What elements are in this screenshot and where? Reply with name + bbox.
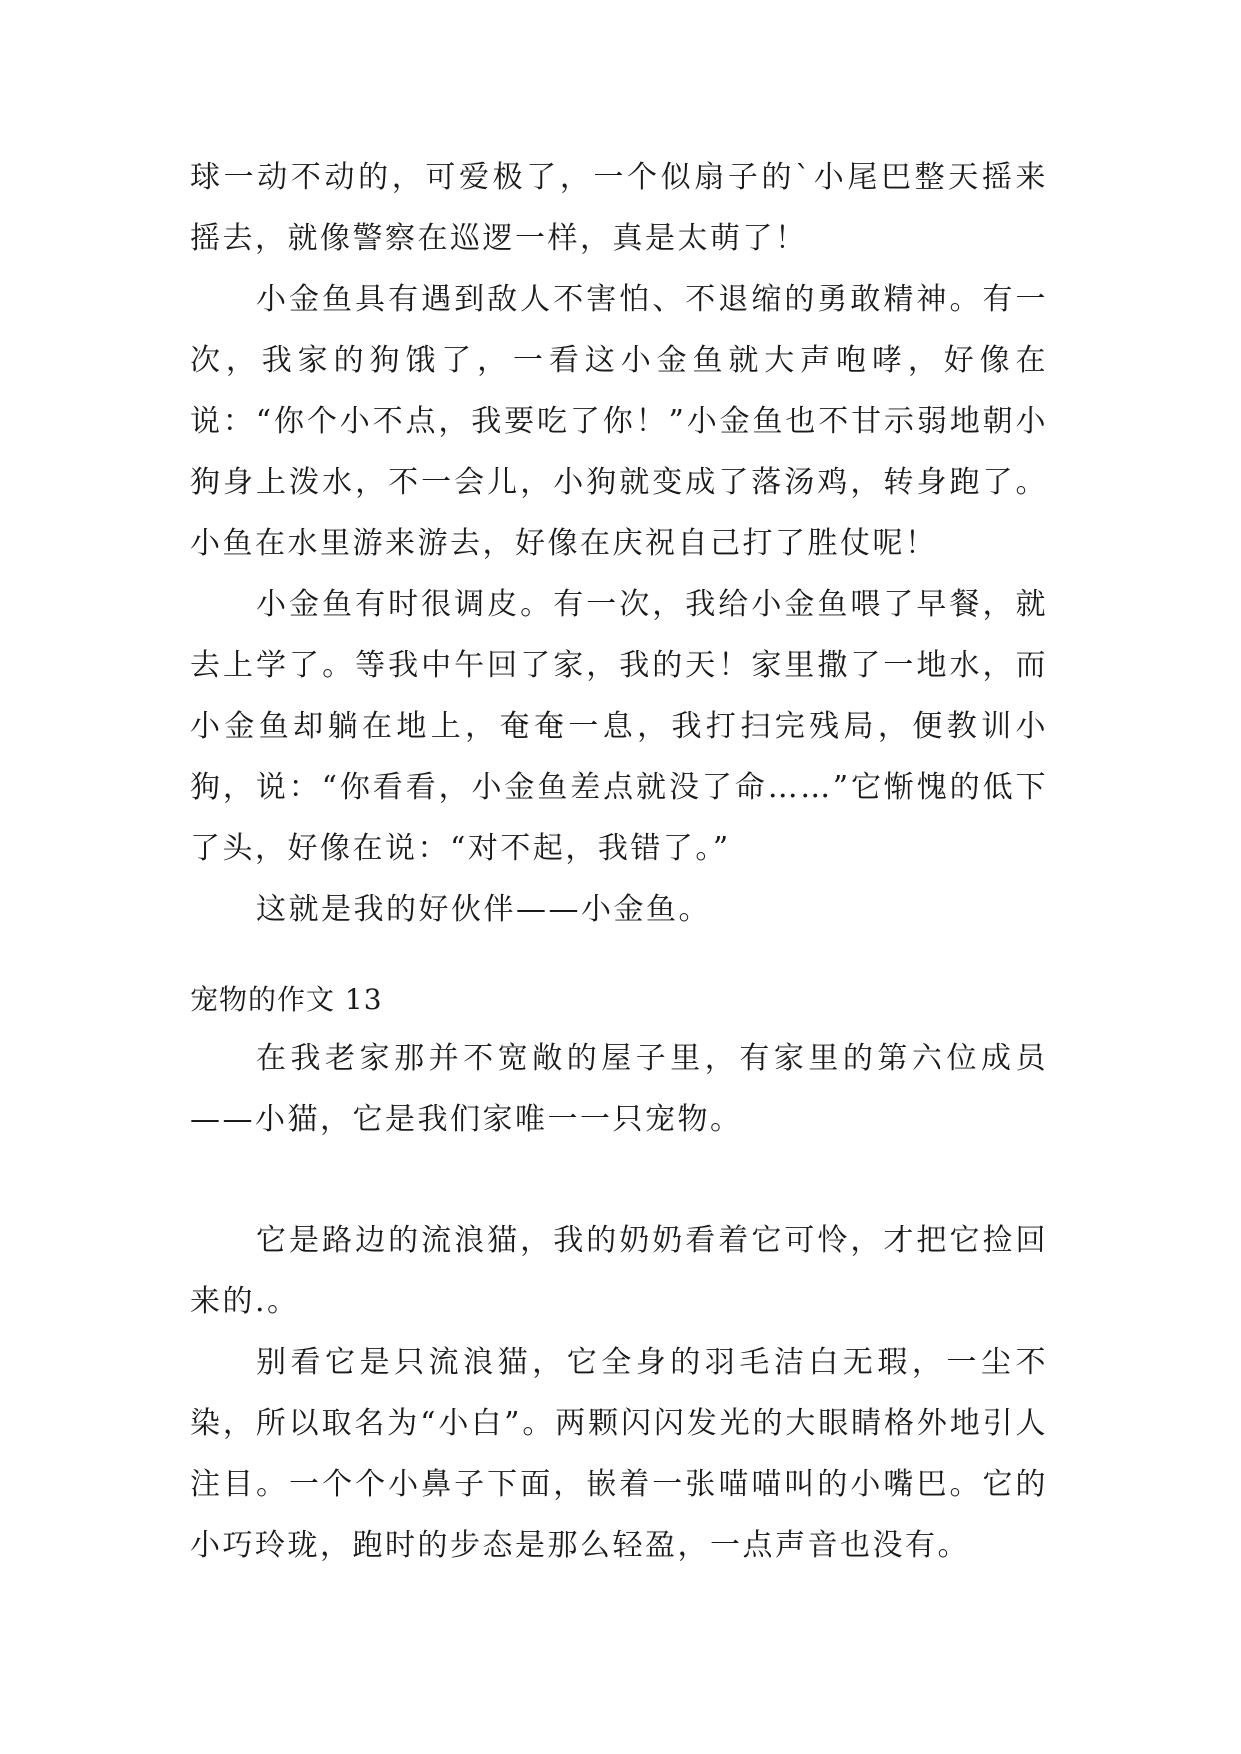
paragraph: 别看它是只流浪猫，它全身的羽毛洁白无瑕，一尘不染，所以取名为“小白”。两颗闪闪发光的大眼睛格外地引人注目。一个个小鼻子下面，嵌着一张喵喵叫的小嘴巴。它的小巧玲珑，跑时的步态是那么轻盈，一点声音也没有。 (190, 1345, 1048, 1563)
paragraph: 这就是我的好伙伴——小金鱼。 (256, 892, 711, 927)
section-cat-intro (190, 1028, 1048, 1150)
paragraph: 小金鱼有时很调皮。有一次，我给小金鱼喂了早餐，就去上学了。等我中午回了家，我的天！家里撒了一地水，而小金鱼却躺在地上，奄奄一息，我打扫完残局，便教训小狗，说：“你看看，小金鱼差点就没了命……”它惭愧的低下了头，好像在说：“对不起，我错了。” (190, 587, 1048, 866)
paragraph: 小金鱼具有遇到敌人不害怕、不退缩的勇敢精神。有一次，我家的狗饿了，一看这小金鱼就大声咆哮，好像在说：“你个小不点，我要吃了你！”小金鱼也不甘示弱地朝小狗身上泼水，不一会儿，小狗就变成了落汤鸡，转身跑了。小鱼在水里游来游去，好像在庆祝自己打了胜仗呢！ (190, 282, 1048, 561)
paragraph: 它是路边的流浪猫，我的奶奶看着它可怜，才把它捡回来的.。 (190, 1223, 1048, 1319)
section-cat-text (190, 1210, 1048, 1576)
section-goldfish-text (190, 147, 1048, 940)
paragraph: 球一动不动的，可爱极了，一个似扇子的`小尾巴整天摇来摇去，就像警察在巡逻一样，真是太萌了！ (190, 160, 1048, 256)
paragraph: 在我老家那并不宽敞的屋子里，有家里的第六位成员——小猫，它是我们家唯一一只宠物。 (190, 1041, 1048, 1137)
essay-title: 宠物的作文 13 (190, 983, 383, 1016)
